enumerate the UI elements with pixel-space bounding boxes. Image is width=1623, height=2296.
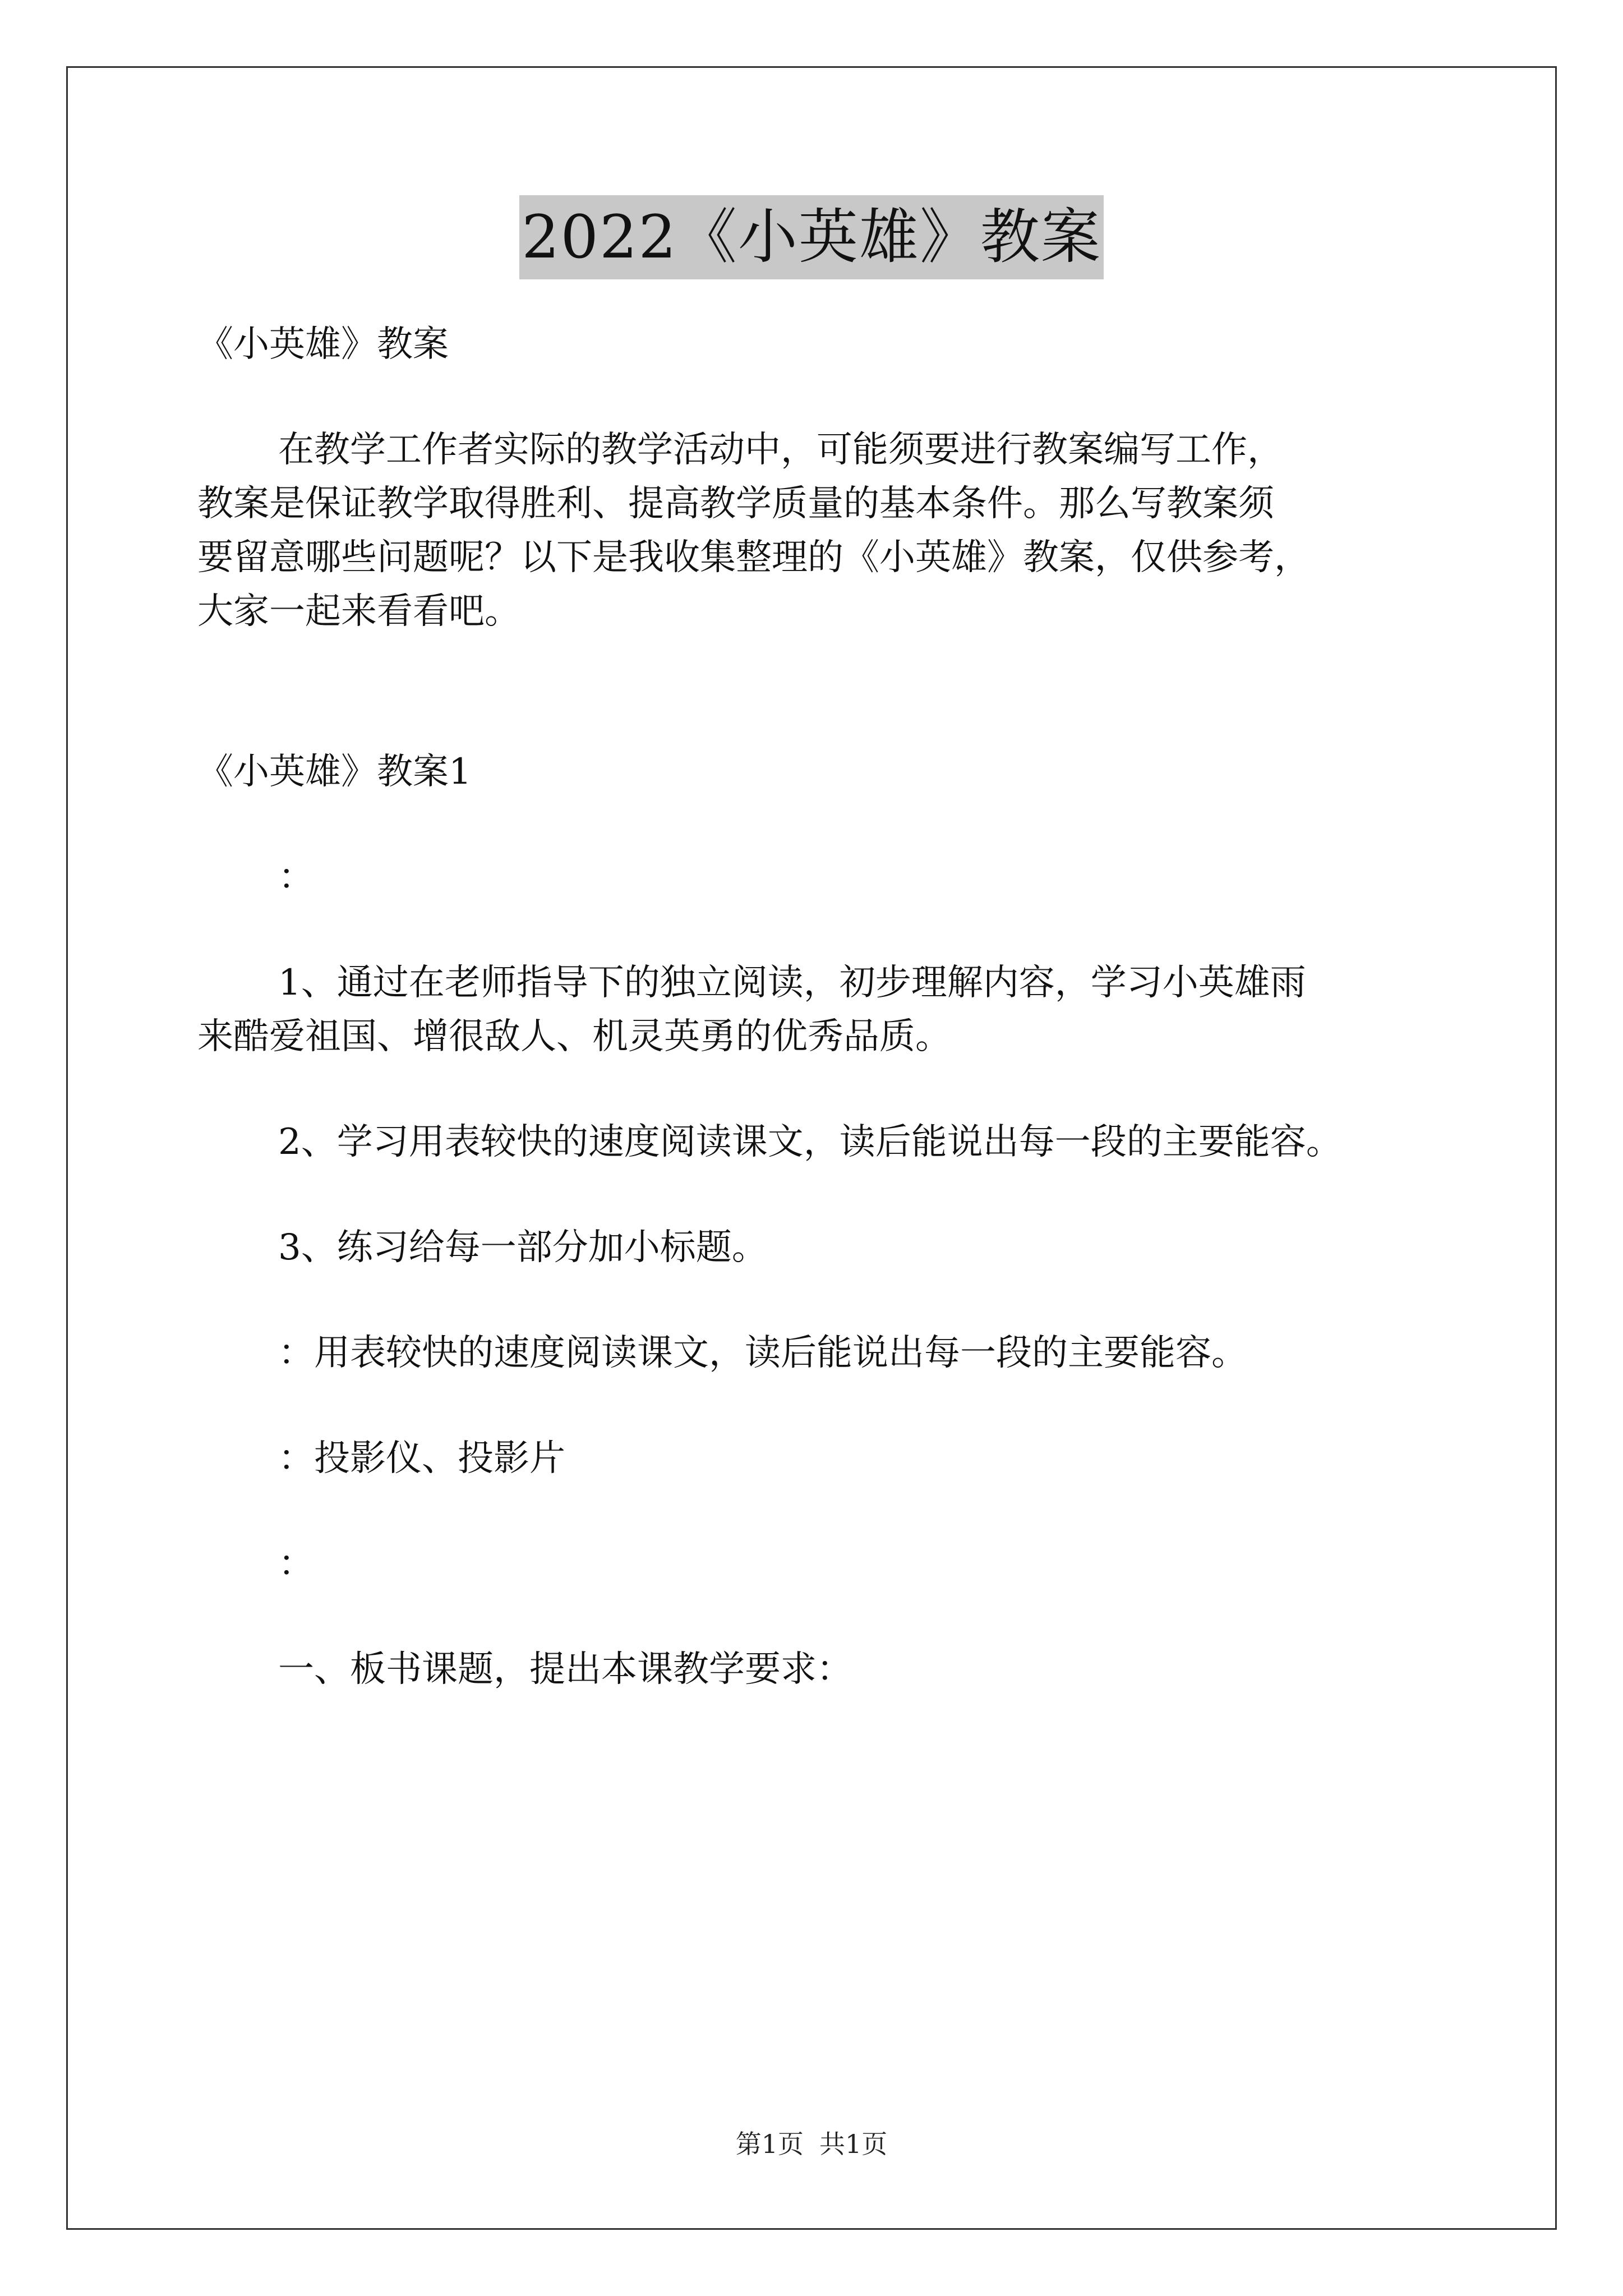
subtitle: 《小英雄》教案 <box>197 324 449 365</box>
key-point: ：用表较快的速度阅读课文，读后能说出每一段的主要能容。 <box>278 1332 1247 1374</box>
page-total: 共1页 <box>819 2129 888 2159</box>
intro-line-2: 教案是保证教学取得胜利、提高教学质量的基本条件。那么写教案须 <box>197 483 1274 524</box>
document-body <box>197 318 1465 1696</box>
title-container <box>0 195 1623 279</box>
page-footer <box>0 2127 1623 2161</box>
step-1: 一、板书课题，提出本课教学要求： <box>278 1649 852 1690</box>
document-title: 2022《小英雄》教案 <box>519 195 1104 279</box>
intro-line-1: 在教学工作者实际的教学活动中，可能须要进行教案编写工作， <box>278 429 1283 471</box>
goal-1-line-1: 1、通过在老师指导下的独立阅读，初步理解内容，学习小英雄雨 <box>278 962 1306 1004</box>
colon-line-2: ： <box>278 1543 314 1585</box>
page-current: 第1页 <box>735 2129 804 2159</box>
intro-line-3: 要留意哪些问题呢？以下是我收集整理的《小英雄》教案，仅供参考， <box>197 537 1310 578</box>
section-heading: 《小英雄》教案1 <box>197 751 472 793</box>
intro-line-4: 大家一起来看看吧。 <box>197 591 520 632</box>
goal-2: 2、学习用表较快的速度阅读课文，读后能说出每一段的主要能容。 <box>278 1121 1342 1163</box>
colon-line-1: ： <box>278 857 314 898</box>
goal-1-line-2: 来酷爱祖国、增很敌人、机灵英勇的优秀品质。 <box>197 1016 951 1057</box>
goal-3: 3、练习给每一部分加小标题。 <box>278 1227 768 1268</box>
materials: ：投影仪、投影片 <box>278 1438 565 1479</box>
